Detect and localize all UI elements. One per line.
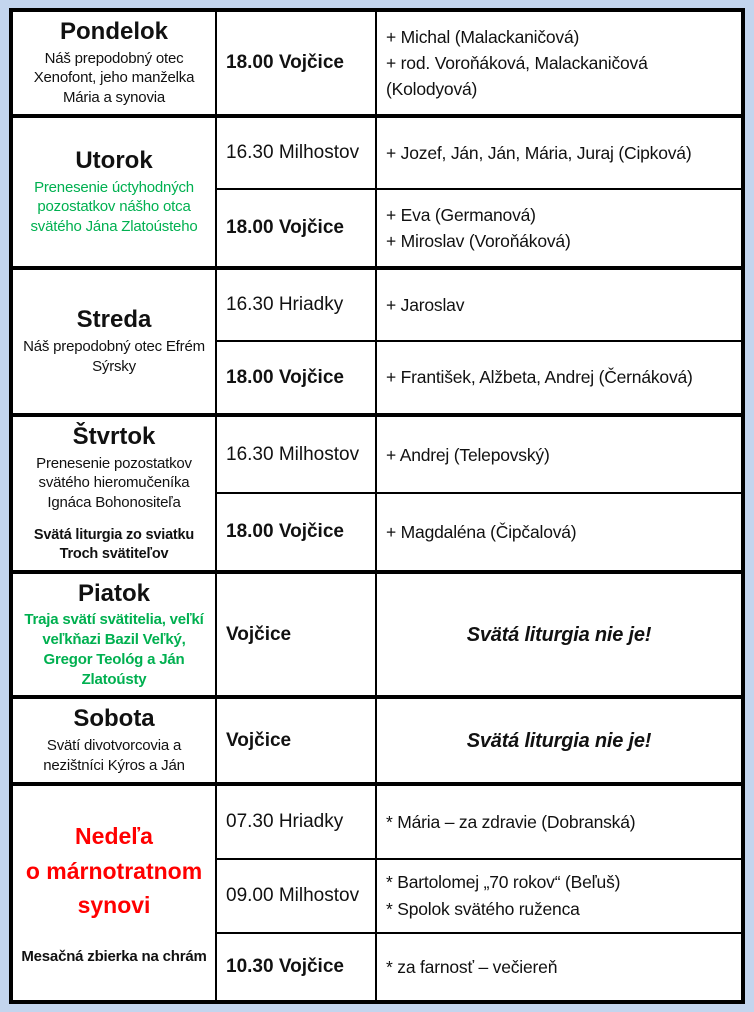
day-cell [13, 786, 217, 1000]
intention-line: * Bartolomej „70 rokov“ (Beľuš) [386, 872, 621, 893]
time-location-cell: 16.30 Milhostov [217, 118, 377, 188]
day-name: Utorok [75, 146, 153, 174]
day-name-line: synovi [77, 892, 151, 919]
intention-line: + rod. Voroňáková, Malackaničová (Kolodyová) [386, 52, 648, 100]
day-name: Pondelok [59, 18, 168, 45]
time-location-cell: Vojčice [217, 574, 377, 696]
time-location-cell: 18.00 Vojčice [217, 12, 377, 114]
day-name: Streda [76, 306, 152, 334]
day-cell [13, 417, 217, 570]
service-rows [217, 699, 741, 781]
intentions-cell [377, 860, 741, 932]
feast-description: Prenesenie pozostatkov svätého hieromučeníka Ignáca Bohonositeľa [36, 454, 192, 512]
intention-line: + Eva (Germanová) [386, 204, 536, 225]
no-liturgy-notice: Svätá liturgia nie je! [466, 729, 652, 752]
time-location-cell: 10.30 Vojčice [217, 934, 377, 1000]
intentions-cell [377, 270, 741, 340]
intention-line: * Spolok svätého ruženca [386, 898, 580, 919]
time-location-cell: 16.30 Hriadky [217, 270, 377, 340]
service-rows [217, 786, 741, 1000]
intention-line: + Michal (Malackaničová) [386, 26, 580, 47]
day-cell [13, 270, 217, 413]
collection-note: Mesačná zbierka na chrám [21, 947, 207, 965]
time-location-cell: Vojčice [217, 699, 377, 781]
service-rows [217, 12, 741, 114]
intention-line: + Miroslav (Voroňáková) [386, 230, 571, 251]
day-name: Piatok [77, 579, 151, 607]
day-cell [13, 12, 217, 114]
day-cell [13, 118, 217, 266]
day-section-stvrtok [13, 413, 741, 570]
service-row [217, 786, 741, 858]
time-location-cell: 18.00 Vojčice [217, 342, 377, 413]
day-name [26, 819, 202, 923]
liturgy-note: Svätá liturgia zo sviatku Troch svätiteľov [33, 526, 195, 562]
liturgy-schedule-table [9, 8, 745, 1004]
day-section-sobota [13, 695, 741, 781]
day-cell [13, 699, 217, 781]
time-location-cell: 09.00 Milhostov [217, 860, 377, 932]
day-name-line: Nedeľa [75, 823, 153, 850]
service-rows [217, 417, 741, 570]
intentions-cell [377, 934, 741, 1000]
time-location-cell: 16.30 Milhostov [217, 417, 377, 492]
service-row [217, 340, 741, 413]
service-row [217, 417, 741, 492]
service-row [217, 270, 741, 340]
day-section-streda [13, 266, 741, 413]
intentions-cell [377, 118, 741, 188]
feast-description: Náš prepodobný otec Xenofont, jeho manželka Mária a synovia [33, 49, 195, 107]
intention-line: * Mária – za zdravie (Dobranská) [386, 811, 636, 832]
time-location-cell: 07.30 Hriadky [217, 786, 377, 858]
day-cell [13, 574, 217, 696]
intentions-cell [377, 342, 741, 413]
feast-description: Svätí divotvorcovia a nezištníci Kýros a Ján [43, 737, 185, 774]
intention-line: + Magdaléna (Čipčalová) [386, 521, 577, 542]
service-rows [217, 118, 741, 266]
intention-line: + Jaroslav [386, 294, 465, 315]
day-section-utorok [13, 114, 741, 266]
service-rows [217, 574, 741, 696]
time-location-cell: 18.00 Vojčice [217, 494, 377, 569]
day-section-pondelok [13, 12, 741, 114]
day-name-line: o márnotratnom [25, 857, 203, 884]
no-liturgy-notice: Svätá liturgia nie je! [466, 623, 652, 646]
service-row [217, 492, 741, 569]
intentions-cell [377, 190, 741, 266]
intentions-cell [377, 494, 741, 569]
service-row [217, 858, 741, 932]
service-row [217, 12, 741, 114]
intention-line: + František, Alžbeta, Andrej (Černáková) [386, 367, 693, 388]
day-name: Štvrtok [72, 422, 156, 450]
feast-description: Prenesenie úctyhodných pozostatkov nášho otca svätého Jána Zlatoústeho [30, 178, 198, 236]
intentions-cell [377, 417, 741, 492]
day-section-nedela [13, 782, 741, 1000]
intention-line: + Andrej (Telepovský) [386, 444, 550, 465]
intention-line: + Jozef, Ján, Ján, Mária, Juraj (Cipková) [386, 142, 692, 163]
service-rows [217, 270, 741, 413]
intentions-cell [377, 12, 741, 114]
time-location-cell: 18.00 Vojčice [217, 190, 377, 266]
day-section-piatok [13, 570, 741, 696]
service-row [217, 699, 741, 781]
intentions-cell [377, 786, 741, 858]
feast-description: Náš prepodobný otec Efrém Sýrsky [23, 337, 205, 375]
service-row [217, 188, 741, 266]
feast-description: Traja svätí svätitelia, veľkí veľkňazi Bazil Veľký, Gregor Teológ a Ján Zlatoústy [24, 611, 204, 688]
day-name: Sobota [73, 705, 155, 733]
service-row [217, 574, 741, 696]
intention-line: * za farnosť – večiereň [386, 956, 558, 977]
service-row [217, 118, 741, 188]
